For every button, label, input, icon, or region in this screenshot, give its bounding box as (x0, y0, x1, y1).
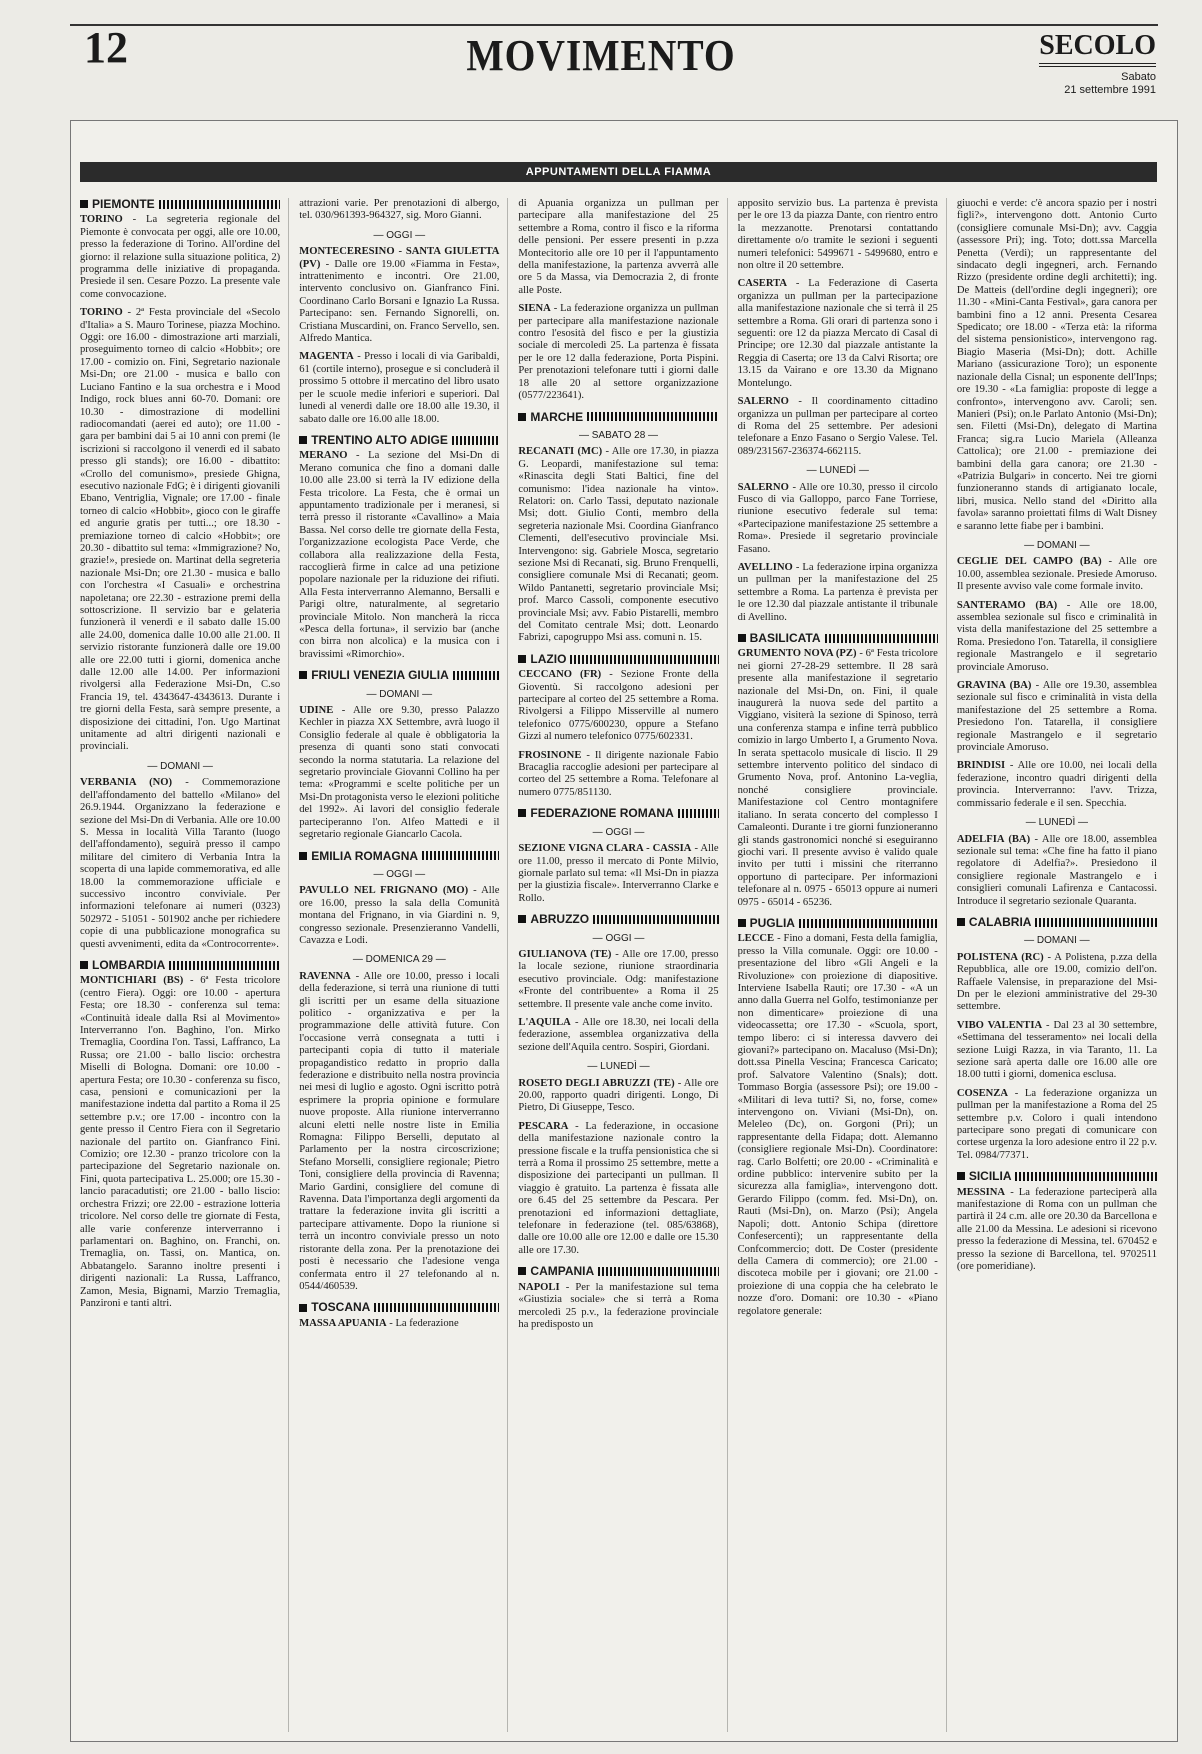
heading-rule (422, 851, 499, 860)
event-text: - La sezione del Msi-Dn di Merano comunica che fino a domani dalle 10.00 alle 23.00 si terrà la IV edizione della Festa tricolore. La Festa, che è ormai un appuntamento tradizionale per i meranesi, si terrà presso il ristorante «Cavallino» a Maia Bassa. Nel corso delle tre giornate della Festa, l'organizzazione ecologista Pace Verde, che collabora alla realizzazione della Festa, raccoglierà firme in calce ad una petizione popolare nazionale per la riduzione dei rifiuti. Alla Festa interverranno Alemanno, Bersalli e Parigi oltre, naturalmente, al segretario provinciale Mitolo. Non mancherà la ricca «Pesca della fortuna», il servizio bar (anche con birra non alcolica) e la musica con i bravissimi «Rimorchio». (299, 450, 500, 660)
square-bullet-icon (299, 436, 307, 444)
event-location: GRUMENTO NOVA (PZ) (737, 648, 857, 660)
day-marker: — LUNEDÌ — (1025, 817, 1089, 829)
region-heading (957, 916, 1157, 928)
region-name: FRIULI VENEZIA GIULIA (311, 668, 449, 683)
event-listing (738, 648, 938, 909)
square-bullet-icon (80, 961, 88, 969)
square-bullet-icon (957, 918, 965, 926)
event-text: - Presso i locali di via Garibaldi, 61 (cortile interno), prosegue e si concluderà il prossimo 5 ottobre il mercatino del libro usato per le scuole medie inferiori e superiori. Dal lunedì al venerdì dalle ore 18.00 alle 19.30, il sabato dalle ore 16.00 alle 18.00. (299, 351, 500, 425)
event-listing (957, 198, 1157, 533)
region-name: EMILIA ROMAGNA (311, 848, 419, 863)
event-text: - 2ª Festa provinciale del «Secolo d'Italia» a S. Mauro Torinese, piazza Mochino. Oggi: ore 16.00 - dimostrazione arti marziali, proseguimento torneo di calcio «Hobbit»; ore 17.00 - comizio on. Fini, Segretario nazionale Msi-Dn; ore 21.00 - musica e ballo con Luciano Fantino e la sua orchestra e i Mood Indigo, rock blues anni 60-70. Domani: ore 10.30 - dimostrazione di modellini radiocomandati (aerei ed auto); ore 11.00 - gara per bambini dai 5 ai 10 anni con premi (le iscrizioni si raccolgono il venerdì ed il sabato presso gli stands); ore 16.00 - dibattito: «Crollo del comunismo», presiede Ghigna, esecutivo nazionale FdG; è i dirigenti giovanili Ebano, Ventriglia, Vignale; ore 17.00 - finale torneo di calcio «Hobbit», gioco con le giraffe ed angurie gratis per tutti...; ore 18.30 - premiazione torneo di calcio «Hobbit»; ore 20.30 - dibattito sul tema: «Immigrazione? No, grazie!», presiede on. Martinat della segreteria nazionale Msi-Dn; ore 21.30 - musica e ballo con l'orchestra «I Casuali» e orchestrina napoletana; ore 22.30 - estrazione premi della sottoscrizione. Il servizio bar e gelateria funzionerà il venerdì e il sabato dalle 15.00 alle 24.00, domenica dalle 10.00 alle 21.00. Il servizio ristorante funzionerà dalle ore 19.00 alle ore 22.00 tutti i giorni, domenica anche dalle 12.00 alle 14.00. Per informazioni rivolgersi alla Federazione Msi-Dn, C.so Francia 19, tel. 4343647-4343613. Durante i tre giorni della Festa, sarà sempre presente, a disposizione dei cittadini, l'on. Ugo Martinat unitamente ad altri dirigenti nazionali e provinciali. (80, 307, 281, 753)
event-location: BRINDISI (956, 760, 1006, 772)
region-name: BASILICATA (749, 631, 821, 645)
heading-rule (593, 915, 719, 924)
event-location: CASERTA (737, 278, 788, 290)
event-listing (957, 1088, 1157, 1162)
region-name: TOSCANA (311, 1300, 371, 1315)
region-heading (299, 669, 499, 681)
masthead-logo (1039, 30, 1156, 97)
square-bullet-icon (518, 915, 526, 923)
event-text: - Alle ore 16.00, presso la sala della Comunità montana del Frignano, in via Giardini n. 9, congresso sezionale. Presenzieranno Vandelli, Cavazza e Lodi. (299, 885, 500, 946)
heading-rule (825, 634, 938, 643)
event-text: - Alle ore 20.00, rapporto quadri dirigenti. Longo, Di Pietro, Di Giuseppe, Tesco. (518, 1077, 719, 1114)
event-text: - Sezione Fronte della Gioventù. Si raccolgono adesioni per partecipare al corteo del 25 settembre a Roma. Rivolgersi a Filippo Misserville al numero telefonico 0775/600230, oppure a Stefano Gizzi al numero telefonico 0775/602331. (518, 669, 719, 743)
event-listing (518, 303, 718, 402)
event-text: - Per la manifestazione sul tema «Giustizia sociale» che si terrà a Roma mercoledì 25 p.v., la federazione provinciale ha predisposto un (518, 1281, 719, 1330)
region-name: MARCHE (530, 409, 584, 424)
square-bullet-icon (80, 200, 88, 208)
event-listing (80, 777, 280, 951)
day-marker: — SABATO 28 — (578, 429, 659, 441)
region-name: LOMBARDIA (92, 957, 166, 972)
event-location: MERANO (299, 450, 348, 462)
day-marker: — OGGI — (373, 868, 426, 880)
heading-rule (453, 671, 500, 680)
region-heading (299, 434, 499, 446)
event-listing (957, 1187, 1157, 1274)
event-listing (299, 705, 499, 841)
event-location: SIENA (518, 303, 551, 315)
logo-name: SECOLO (1039, 30, 1156, 67)
event-listing (518, 1078, 718, 1115)
region-heading (518, 913, 718, 925)
event-listing (738, 482, 938, 556)
region-heading (80, 959, 280, 971)
day-marker: — OGGI — (373, 229, 426, 241)
event-listing (518, 949, 718, 1011)
square-bullet-icon (299, 671, 307, 679)
column-4 (738, 198, 947, 1732)
square-bullet-icon (518, 413, 526, 421)
event-listing (738, 562, 938, 624)
event-text: - Alle ore 18.00, assemblea sezionale sul fisco e criminalità in vista della manifestazione del 25 settembre a Roma. Presiedono l'on. Tatarella, il consigliere regionale Mastrangelo e il segretario provinciale Amoruso. (956, 599, 1157, 673)
issue-weekday: Sabato (1121, 71, 1156, 83)
event-text: - Dalle ore 19.00 «Fiamma in Festa», intrattenimento e incontri. Ore 21.00, intervento conclusivo on. Gianfranco Fini. Coordinano Carlo Borsani e Ignazio La Russa. Partecipano: sen. Fernando Signorelli, on. Cristiana Muscardini, on. Franco Servello, sen. Alfredo Mantica. (299, 258, 500, 345)
event-listing (518, 446, 718, 645)
event-listing (738, 198, 938, 272)
heading-rule (452, 436, 500, 445)
event-listing (957, 760, 1157, 810)
event-listing (957, 834, 1157, 908)
event-text: - La segreteria regionale del Piemonte è convocata per oggi, alle ore 10.00, presso la federazione di Torino. All'ordine del giorno: il relazione sulla situazione politica, 2) programma delle iniziative di propaganda. Presiede il sen. Cesare Pozzo. La presente vale come convocazione. (80, 214, 281, 300)
region-heading (518, 1265, 718, 1277)
event-listing (738, 278, 938, 390)
day-marker: — DOMENICA 29 — (352, 954, 446, 966)
event-listing (518, 1282, 718, 1332)
square-bullet-icon (738, 919, 746, 927)
event-listing (518, 1121, 718, 1257)
event-text: - 6ª Festa tricolore nei giorni 27-28-29 settembre. Il 28 sarà presente alla manifestazione il segretario nazionale del Msi-Dn, on. Fini, il quale inaugurerà la nuova sede del partito a Viggiano, visiterà la sezione di Spinoso, terrà una conferenza stampa e infine terrà pubblico comizio in largo Umberto I, a Grumento Nova. In serata spettacolo musicale di liscio. Il 29 settembre intervento politico del sindaco di Grumento Nova, prof. Antonino La-veglia, nonché consigliere provinciale. Manifestazione col Centro montagnifere italiano. In serata concerto del complesso I Camaleonti. Durante i tre giorni funzioneranno gli stands gastronomici nonché si eseguiranno giochi vari. Il presente avviso è valido quale invito per tutti i missini che riterranno opportuno di partecipare. Per informazioni telefonare al n. 0975 - 65013 oppure ai numeri 0975 - 65014 - 65236. (737, 648, 938, 908)
event-location: SALERNO (737, 396, 789, 408)
heading-rule (1035, 918, 1157, 927)
event-location: SANTERAMO (BA) (956, 599, 1058, 611)
event-location: GIULIANOVA (TE) (518, 948, 612, 960)
event-text: - Alle ore 10.00, assemblea sezionale. Presiede Amoruso. Il presente avviso vale come formale invito. (956, 556, 1157, 593)
event-location: TORINO (80, 214, 123, 226)
event-listing (299, 246, 499, 345)
region-heading (518, 653, 718, 665)
region-heading (738, 917, 938, 929)
day-marker: — LUNEDÌ — (806, 465, 869, 477)
region-name: FEDERAZIONE ROMANA (530, 806, 674, 821)
region-heading (518, 411, 718, 423)
event-location: CECCANO (FR) (518, 669, 602, 681)
event-location: L'AQUILA (518, 1016, 571, 1028)
day-marker: — LUNEDÌ — (587, 1061, 650, 1073)
event-location: VIBO VALENTIA (956, 1019, 1043, 1031)
event-location: COSENZA (956, 1087, 1009, 1099)
section-title: MOVIMENTO (466, 31, 736, 80)
event-listing (518, 198, 718, 297)
event-location: MASSA APUANIA (299, 1317, 387, 1329)
heading-rule (1015, 1172, 1157, 1181)
region-heading (80, 198, 280, 210)
heading-rule (169, 961, 280, 970)
event-location: FROSINONE (518, 749, 582, 761)
event-text: - La federazione organizza un pullman per partecipare alla manifestazione nazionale contro l'esosità del fisco e per la giustizia sociale di mercoledì 25. La partenza è fissata per le ore 12 dalla federazione, Porta Pispini. Per prenotazioni telefonare tutti i giorni dalle 18 alle 20 al settore organizzazione (0577/223641). (518, 303, 719, 402)
column-2 (299, 198, 508, 1732)
day-marker: — OGGI — (592, 932, 645, 944)
heading-rule (598, 1267, 718, 1276)
event-listing (957, 600, 1157, 674)
event-text: - Commemorazione dell'affondamento del battello «Milano» del 26.9.1944. Organizzano la federazione e sezione del Msi-Dn di Verbania. Alle ore 10.00 S. Messa in località Villa Taranto (luogo dell'affondamento), seguirà presso il campo militare del cimitero di Verbania Intra la scoperta di una lapide commemorativa, ed alle 18.00 la commemorazione ufficiale e successivo incontro conviviale. Per informazioni telefonare ai numeri (0323) 502972 - 51051 - 501902 anche per richiedere copie di una pubblicazione monografica su questi avvenimenti, edita da «Controcorrente». (80, 777, 281, 950)
event-location: MONTECERESINO - SANTA GIULETTA (PV) (299, 246, 500, 270)
region-name: ABRUZZO (530, 912, 590, 927)
event-text: - Il dirigente nazionale Fabio Bracaglia raccoglie adesioni per partecipare al corteo del 25 settembre a Roma. Telefonare al numero 0775/851130. (518, 749, 719, 798)
event-location: ADELFIA (BA) (956, 833, 1031, 845)
column-3 (518, 198, 727, 1732)
event-listing (80, 214, 280, 301)
event-listing (299, 351, 499, 425)
event-location: ROSETO DEGLI ABRUZZI (TE) (518, 1077, 675, 1089)
day-marker: — DOMANI — (147, 760, 213, 772)
event-listing (957, 952, 1157, 1014)
event-text: - La federazione parteciperà alla manifestazione di Roma con un pullman che partirà il 24 c.m. alle ore 20.30 da Barcellona e alle 21.00 da Messina. Le adesioni si ricevono presso la federazione di Messina, tel. 670452 e presso la sezione di Barcellona, tel. 9702511 (ore pomeridiane). (956, 1186, 1157, 1273)
region-name: SICILIA (968, 1169, 1012, 1184)
event-location: UDINE (299, 705, 334, 717)
heading-rule (678, 809, 719, 818)
region-heading (299, 1301, 499, 1313)
square-bullet-icon (518, 1267, 526, 1275)
event-location: NAPOLI (518, 1281, 560, 1293)
region-heading (957, 1170, 1157, 1182)
region-heading (299, 850, 499, 862)
event-location: RAVENNA (299, 970, 351, 982)
day-marker: — DOMANI — (1024, 539, 1090, 551)
event-location: GRAVINA (BA) (956, 680, 1032, 692)
event-text: - Alle ore 17.00, presso la locale sezione, riunione straordinaria esecutivo provinciale. Odg: manifestazione «Fronte del contribuente» a Roma il 25 settembre. Il presente vale anche come invito. (518, 948, 719, 1010)
day-marker: — DOMANI — (366, 688, 433, 700)
square-bullet-icon (518, 809, 526, 817)
event-listing (80, 975, 280, 1310)
region-heading (518, 807, 718, 819)
heading-rule (159, 200, 281, 209)
event-text: giuochi e verde: c'è ancora spazio per i nostri figli?», intervengono dott. Antonio Curto (consigliere comunale Msi-Dn); avv. Caggia (assessore Pri); ing. Toto; dott.ssa Marcella Penetta (Verdi); un rappresentante del sindacato degli ingegneri, arch. Fernando Rizzo (presidente ordine degli architetti); ing. De Matteis (dell'ordine degli ingegneri); ore 11.30 - «Mini-Canta Festival», gara canora per bambini fino a 12 anni. Presenta Cesarea Spedicato; ore 18.00 - «Terza età: la riforma del sistema pensionistico», intervengono rag. Biagio Maseria (Msi-Dn); dott. Achille Mariano (assicurazione Toro); un esponente nazionale della Cisnal; un esponente dell'Inps; ore 19.30 - «La famiglia: proposte di legge a confronto», intervengono avv. Caroli; sen. Manieri (Psi); on.le Parlato Antonio (Msi-Dn); sen. Filetti (Msi-Dn), delegato di Martina Franca; sig.ra Lucio Mariela (Alleanza Cattolica); ore 21.00 - premiazione dei bambini della gara canora; ore 21.30 - «Patrizia Bulgari» in concerto. Nei tre giorni funzioneranno stands di artigianato locale, libri, musica. Nello stand del «Diritto alla favola» saranno proiettati films di Walt Disney e saranno lette fiabe per i bambini. (956, 198, 1157, 532)
region-name: PIEMONTE (92, 198, 155, 211)
event-text: apposito servizio bus. La partenza è prevista per le ore 13 da piazza Dante, con rientro entro la mezzanotte. Prenotarsi contattando direttamente o/o tramite le sezioni i seguenti numeri telefonici: 5499671 - 5499680, entro e non oltre il 20 settembre. (737, 198, 938, 272)
event-listing (957, 680, 1157, 754)
region-name: TRENTINO ALTO ADIGE (311, 432, 448, 447)
event-text: - Fino a domani, Festa della famiglia, presso la Villa comunale. Oggi: ore 10.00 - presentazione del libro «Gli Angeli e la Rivoluzione» con proiezione di diapositive. Interviene Isabella Rauti; ore 17.30 - «A un anno dalla Guerra nel Golfo, testimonianze per non dimenticare» proiezione di una videocassetta; ore 17.30 - «Scuola, sport, tempo libero: ci si interessa davvero dei giovani?» partecipano on. Macaluso (Msi-Dn); dott.ssa Pinella Vescina; Francesca Caricato; prof. Salvatore Valentino (Snals); dott. Tommaso Borgia (assessore Psi); ore 19.00 - «Militari di leva tutti? Sì, no, forse, come» intervengono on. Viviani (Msi-Dn), on. Meleleo (Dc), on. Gorgoni (Pri); un rappresentante della Fidapa; dott. Alemanno (consigliere regionale Msi-Dn). Coordinatore: rag. Carlo Bolfetti; ore 20.00 - «Criminalità e ordine pubblico: intervenire subito per la sicurezza alla famiglia», intervengono dott. Gerardo Filippo (comm. fed. Msi-Dn), on. Rauti (Msi-Dn), on. Marzo (Psi); Angela Napoli; dott. Antonio Schipa (direttore Confesercenti); un rappresentante della Confcommercio; dott. De Coster (presidente della Camera di commercio); ore 21.00 - discoteca mobile per i giovani; ore 21.00 - proiezione di una coppia che ha celebrato le nozze d'oro. Domani: ore 10.30 - «Piano regolatore generale: (737, 933, 938, 1317)
event-text: - Alle ore 18.00, assemblea sezionale sul tema: «Che fine ha fatto il piano regolatore di Adelfia?». Presiedono il consigliere regionale Mastrangelo e i consiglieri comunali Lafirenza e Cantacossi. Introduce il segretario sezionale Quaranta. (956, 833, 1157, 907)
event-text: - La federazione, in occasione della manifestazione nazionale contro la pressione fiscale e la truffa pensionistica che si terrà a Roma il prossimo 25 settembre, mette a disposizione dei partecipanti un pullman. Il viaggio è gratuito. La partenza è fissata alle ore 6.45 del 25 settembre da Pescara. Per prenotazioni ed informazioni dettagliate, telefonare in federazione (tel. 085/63868), dalle ore 10.00 alle ore 12.00 e dalle ore 15.30 alle ore 17.30. (518, 1120, 719, 1256)
issue-date-full: 21 settembre 1991 (1064, 84, 1156, 96)
region-name: CALABRIA (968, 914, 1032, 929)
event-listing (518, 843, 718, 905)
event-text: - La federazione (386, 1317, 459, 1329)
event-text: - Alle ore 10.00, nei locali della federazione, incontro quadri dirigenti della provincia. Interverranno: l'avv. Trizza, commissario federale e il sen. Specchia. (956, 760, 1157, 809)
event-text: - 6ª Festa tricolore (centro Fiera). Oggi: ore 10.00 - apertura Festa; ore 18.30 - conferenza sul tema: «Continuità ideale dalla Rsi al Movimento» Interverranno l'on. Baghino, l'on. Mirko Tremaglia, Coordina l'on. Tassi, Laffranco, La Russa; ore 21.00 - ballo liscio: orchestra Miselli di Bologna. Domani: ore 10.00 - apertura Festa; ore 10.30 - conferenza su fisco, casa, pensioni e comunicazioni per la manifestazione indetta dal partito a Roma il 25 settembre p.v.; ore 17.00 - incontro con la gente presso il Centro Fiera con il Segretario nazionale del partito on. Gianfranco Fini. Comizio; ore 12.30 - pranzo tricolore con la partecipazione del Segretario nazionale on. Fini, quota partecipativa L. 25.000; ore 15.30 - lancio paracadutisti; ore 21.00 - ballo liscio: orchestra Frizzi; ore 22.00 - estrazione lotteria tricolore. Nel corso delle tre giornate di Festa, alle varie conferenze interverranno i parlamentari on. Baghino, on. Franchi, on. Tremaglia, on. Tassi, on. Mantica, on. Abbatangelo. Saranno inoltre presenti i dirigenti nazionali: La Russa, Laffranco, Zamon, Mesia, Bignami, Marzio Tremaglia, Panzironi e tanti altri. (80, 975, 281, 1309)
event-text: - Alle ore 10.00, presso i locali della federazione, si terrà una riunione di tutti gli iscritti per un esame della situazione politico - organizzativa e per la programmazione delle attività future. Con l'occasione verrà consegnata a tutti i partecipanti copia di tutto il materiale propagandistico redatto in proprio dalla federazione e distribuito nella nostra provincia nei mesi di luglio e agosto. Ogni iscritto potrà esprimere la propria opinione e formulare nuove proposte. Alla riunione interverranno alcuni eletti nelle nostre liste in Emilia Romagna: Filippo Berselli, deputato al Parlamento per la nostra circoscrizione; Stefano Morselli, consigliere regionale; Pietro Toni, consigliere della provincia di Ravenna; Mario Gardini, consigliere del comune di Ravenna. Data l'importanza degli argomenti da trattare la federazione invita gli iscritti a partecipare attivamente. Dopo la riunione si terrà un incontro conviviale presso un noto ristorante della zona. Per la prenotazione dei posti è necessario che l'adesione venga confermata entro il 27 telefonando al n. 0544/460539. (299, 970, 500, 1292)
event-location: MONTICHIARI (BS) (80, 975, 184, 987)
event-listing (738, 933, 938, 1318)
event-location: POLISTENA (RC) (956, 951, 1044, 963)
event-location: LECCE (737, 933, 775, 945)
columns-container (80, 198, 1157, 1732)
event-text: - Alle ore 17.30, in piazza G. Leopardi, manifestazione sul tema: «Rinascita degli Stati Baltici, fine del comunismo: l'idea nazionale ha vinto». Relatori: on. Carlo Tassi, deputato nazionale Msi; dott. Giulio Conti, membro della segreteria nazionale Msi. Coordina Gianfranco Clementi, dell'esecutivo provinciale Msi. Intervengono: sig. Gabriele Mosca, segretario sezione Msi di Recanati, sig. Bruno Frenquelli, consigliere comunale Msi di Recanati; geom. Wildo Pantanetti, segretario provinciale Msi; prof. Marco Cassoli, componente esecutivo provinciale Msi; avv. Fabio Pistarelli, membro del Comitato centrale Msi; dott. Leonardo Fabrizi, capogruppo Msi ass. comuni n. 15. (518, 446, 719, 644)
column-5 (957, 198, 1157, 1732)
event-text: di Apuania organizza un pullman per partecipare alla manifestazione del 25 settembre a Roma, contro il fisco e la riforma delle pensioni. Per essere presenti in p.zza Montecitorio alle ore 10 per il l'appuntamento della manifestazione, la partenza avverrà alle ore 5 da Massa, via Democrazia 2, di fronte alle Poste. (518, 198, 719, 296)
event-listing (80, 307, 280, 754)
header-rule (70, 24, 1158, 26)
region-name: PUGLIA (749, 915, 795, 930)
event-listing (299, 198, 499, 223)
square-bullet-icon (957, 1172, 965, 1180)
region-name: CAMPANIA (530, 1264, 595, 1279)
day-marker: — DOMANI — (1024, 935, 1090, 947)
event-location: RECANATI (MC) (518, 446, 603, 458)
event-text: - Alle ore 18.30, nei locali della federazione, assemblea organizzativa della sezione dell'Aquila centro. Sospiri, Giordani. (518, 1016, 719, 1053)
event-location: MAGENTA (299, 351, 354, 363)
region-heading (738, 632, 938, 644)
event-text: - Alle ore 10.30, presso il circolo Fusco di via Galloppo, parco Fane Torriese, riunione esecutivo federale sul tema: «Partecipazione manifestazione 25 settembre a Roma». Presiede il segretario provinciale Fasano. (737, 481, 938, 555)
heading-rule (587, 412, 719, 421)
event-location: MESSINA (956, 1186, 1006, 1198)
event-location: SEZIONE VIGNA CLARA - CASSIA (518, 843, 692, 855)
event-text: - Alle ore 9.30, presso Palazzo Kechler in piazza XX Settembre, avrà luogo il Consiglio federale al quale è obbligatoria la presenza di quanti sono stati convocati secondo la norma statutaria. La relazione del segretario provinciale Giovanni Collino ha per tema: «Programmi e scelte politiche per un Msi-Dn protagonista verso le elezioni politiche del 1992». Ai lavori del consiglio federale parteciperanno l'on. Alfeo Mattedi e il segretario regionale Giancarlo Cacola. (299, 705, 500, 841)
issue-date (1039, 71, 1156, 97)
event-text: - La federazione irpina organizza un pullman per la manifestazione del 25 settembre a Roma. La partenza è prevista per le ore 12.30 dal piazzale antistante il tribunale di Avellino. (737, 561, 938, 623)
section-banner: APPUNTAMENTI DELLA FIAMMA (80, 162, 1157, 182)
event-text: - Il coordinamento cittadino organizza un pullman per partecipare al corteo di Roma del 25 settembre. Per adesioni telefonare a Enzo Fasano o Sergio Valese. Tel. 089/231567-236374-662115. (737, 396, 938, 457)
event-location: PAVULLO NEL FRIGNANO (MO) (299, 885, 469, 897)
event-listing (299, 971, 499, 1294)
square-bullet-icon (299, 1304, 307, 1312)
event-location: TORINO (80, 307, 123, 319)
column-1 (80, 198, 289, 1732)
event-listing (957, 556, 1157, 593)
region-name: LAZIO (530, 651, 567, 666)
event-location: VERBANIA (NO) (80, 777, 173, 789)
square-bullet-icon (738, 634, 746, 642)
event-text: - La federazione organizza un pullman per la manifestazione a Roma del 25 settembre p.v. Coloro i quali intendono partecipare sono pregati di comunicare con cortese urgenza la loro adesione entro il 22 p.v. Tel. 0984/77371. (956, 1087, 1157, 1161)
square-bullet-icon (299, 852, 307, 860)
event-listing (518, 1017, 718, 1054)
event-listing (738, 396, 938, 458)
event-listing (299, 885, 499, 947)
event-location: PESCARA (518, 1120, 569, 1132)
event-location: CEGLIE DEL CAMPO (BA) (956, 556, 1102, 568)
event-listing (299, 450, 499, 661)
event-text: - Alle ore 19.30, assemblea sezionale sul fisco e criminalità in vista della manifestazione del 25 settembre a Roma. Presiedono l'on. Tatarella, il consigliere regionale Mastrangelo e il segretario provinciale Amoruso. (956, 680, 1157, 754)
page-number: 12 (84, 23, 128, 72)
heading-rule (374, 1303, 499, 1312)
square-bullet-icon (518, 655, 526, 663)
event-location: SALERNO (737, 481, 789, 493)
heading-rule (799, 919, 938, 928)
heading-rule (570, 655, 718, 664)
event-listing (299, 1318, 499, 1330)
event-text: attrazioni varie. Per prenotazioni di albergo, tel. 030/961393-964327, sig. Moro Gianni. (299, 198, 500, 222)
day-marker: — OGGI — (592, 826, 645, 838)
event-listing (518, 750, 718, 800)
event-text: - Dal 23 al 30 settembre, «Settimana del tesseramento» nei locali della sezione Luigi Razza, in via Taranto, 11. La sezione sarà aperta dalle ore 16.00 alle ore 18.00 tutti i giorni, domenica esclusa. (956, 1019, 1157, 1081)
event-text: - A Polistena, p.zza della Repubblica, alle ore 19.00, comizio dell'on. Raffaele Valensise, in preparazione del Msi-Dn per le elezioni amministrative del 29-30 settembre. (956, 951, 1157, 1013)
event-location: AVELLINO (737, 561, 793, 573)
event-text: - Alle ore 11.00, presso il mercato di Ponte Milvio, giornale parlato sul tema: «Il Msi-Dn in piazza per la giustizia fiscale». Interverranno Clarke e Rollo. (518, 843, 719, 904)
event-listing (957, 1020, 1157, 1082)
event-listing (518, 669, 718, 743)
event-text: - La Federazione di Caserta organizza un pullman per la partecipazione alla manifestazione nazionale che si terrà il 25 settembre a Roma. Gli orari di partenza sono i seguenti: ore 12 da piazza Mercato di Casal di Principe; ore 12.30 dal piazzale antistante la Reggia di Caserta; ore 13 da Calvi Risorta; ore 13.15 da Vairano e ore 13.30 da Mignano Montelungo. (737, 278, 938, 389)
